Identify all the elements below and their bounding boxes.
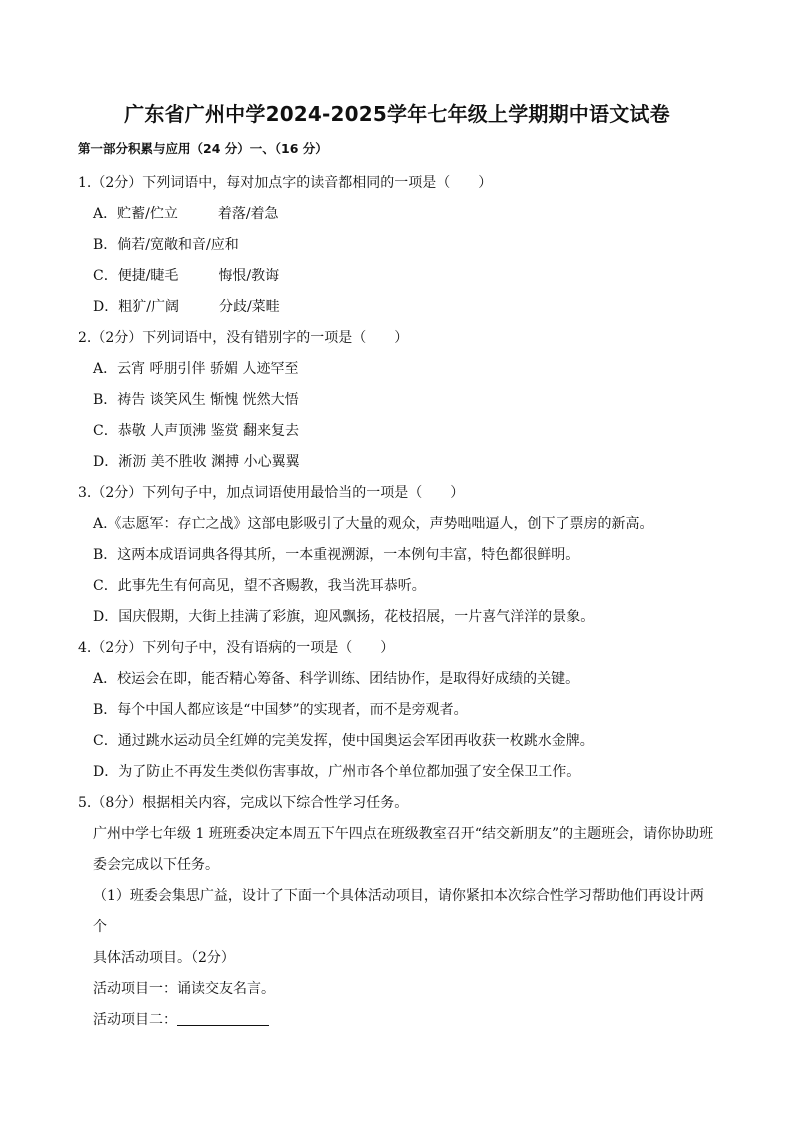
option-text-b: 分歧/菜畦 [218, 299, 280, 315]
option-a[interactable]: A．云宵 呼朋引伴 骄媚 人迹罕至 [93, 361, 299, 377]
question-2 [78, 323, 716, 478]
option-text-b: 悔恨/教诲 [218, 268, 280, 284]
page-title: 广东省广州中学2024-2025学年七年级上学期期中语文试卷 [124, 102, 670, 126]
option-text: B．倘若/宽敞和音/应和 [93, 237, 239, 253]
option-c[interactable]: C．此事先生有何高见，望不吝赐教，我当洗耳恭听。 [93, 578, 426, 594]
option-b[interactable]: B．这两本成语词典各得其所，一本重视溯源，一本例句丰富，特色都很鲜明。 [93, 547, 580, 563]
option-c[interactable]: C．恭敬 人声顶沸 鉴赏 翻来复去 [93, 423, 300, 439]
option-text: D．粗犷/广阔 [93, 299, 179, 315]
question-1 [78, 168, 716, 323]
question-stem: 2.（2分）下列词语中，没有错别字的一项是（ ） [78, 330, 409, 346]
question-3 [78, 478, 716, 633]
answer-blank[interactable] [177, 1011, 269, 1026]
option-text-b: 着落/着急 [217, 206, 279, 222]
question-stem: 5.（8分）根据相关内容，完成以下综合性学习任务。 [78, 795, 409, 811]
option-d[interactable]: D．国庆假期，大街上挂满了彩旗，迎风飘扬，花枝招展，一片喜气洋洋的景象。 [93, 609, 595, 625]
question-4 [78, 633, 716, 788]
question-stem: 4.（2分）下列句子中，没有语病的一项是（ ） [78, 640, 395, 656]
activity-item-2-label: 活动项目二： [93, 1012, 177, 1028]
option-d[interactable]: D．淅沥 美不胜收 渊搏 小心翼翼 [93, 454, 300, 470]
option-b[interactable]: B．祷告 谈笑风生 惭愧 恍然大悟 [93, 392, 299, 408]
option-b[interactable] [78, 230, 716, 261]
option-a[interactable]: A.《志愿军：存亡之战》这部电影吸引了大量的观众，声势咄咄逼人，创下了票房的新高。 [93, 516, 654, 532]
option-b[interactable]: B．每个中国人都应该是“中国梦”的实现者，而不是旁观者。 [93, 702, 468, 718]
subquestion-1-line-1: （1）班委会集思广益，设计了下面一个具体活动项目，请你紧扣本次综合性学习帮助他们再设计两个 [93, 888, 704, 935]
question-stem: 3.（2分）下列句子中，加点词语使用最恰当的一项是（ ） [78, 485, 465, 501]
option-c[interactable] [78, 261, 716, 292]
option-c[interactable]: C．通过跳水运动员全红婵的完美发挥，使中国奥运会军团再收获一枚跳水金牌。 [93, 733, 594, 749]
section-heading: 第一部分积累与应用（24 分）一、（16 分） [78, 141, 328, 156]
option-text: C．便捷/睫毛 [93, 268, 179, 284]
question-intro-line-1: 广州中学七年级 1 班班委决定本周五下午四点在班级教室召开“结交新朋友”的主题班会，请你协助班 [93, 826, 714, 842]
option-a[interactable] [78, 199, 716, 230]
subquestion-1-line-2: 具体活动项目。（2分） [93, 950, 235, 966]
question-intro-line-2: 委会完成以下任务。 [93, 857, 219, 873]
option-d[interactable] [78, 292, 716, 323]
option-text: A．贮蓄/伫立 [93, 206, 178, 222]
question-stem: 1.（2分）下列词语中，每对加点字的读音都相同的一项是（ ） [78, 175, 493, 191]
option-a[interactable]: A．校运会在即，能否精心筹备、科学训练、团结协作，是取得好成绩的关键。 [93, 671, 580, 687]
activity-item-1: 活动项目一：诵读交友名言。 [93, 981, 275, 997]
activity-item-2 [78, 1005, 716, 1036]
option-d[interactable]: D．为了防止不再发生类似伤害事故，广州市各个单位都加强了安全保卫工作。 [93, 764, 581, 780]
question-5 [78, 788, 716, 1036]
